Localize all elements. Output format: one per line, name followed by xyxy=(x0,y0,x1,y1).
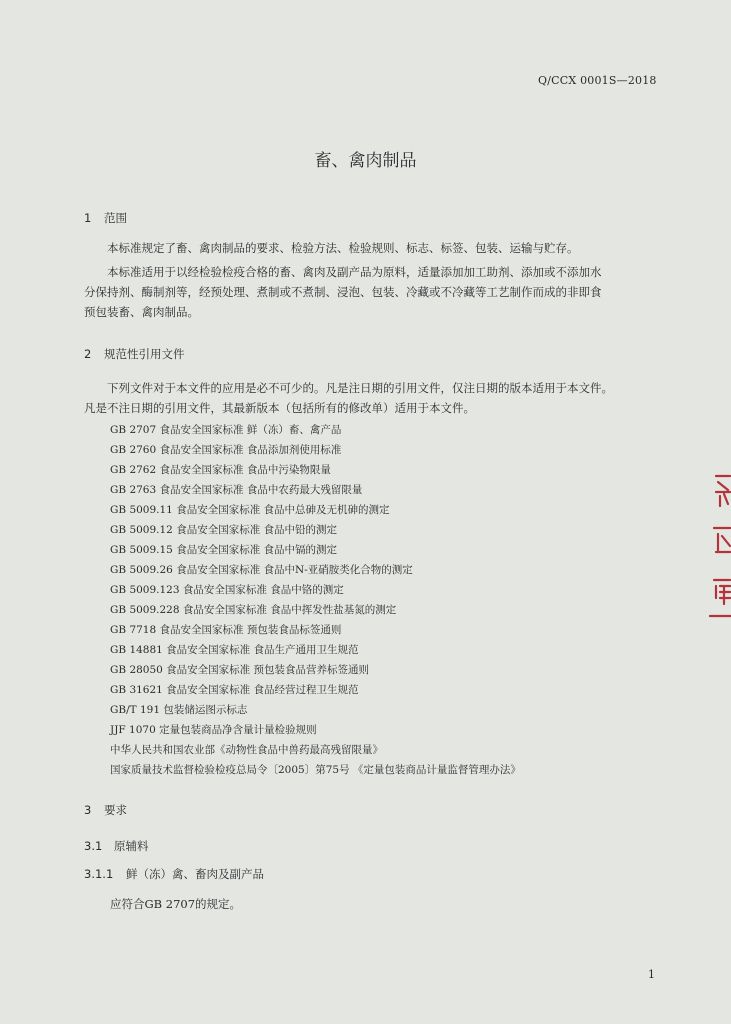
section-3-heading xyxy=(84,802,127,818)
section-title: 要求 xyxy=(104,803,127,817)
reference-item: GB 2760 食品安全国家标准 食品添加剂使用标准 xyxy=(110,444,342,456)
reference-item: GB 2762 食品安全国家标准 食品中污染物限量 xyxy=(110,464,331,476)
section-number: 1 xyxy=(84,211,92,225)
reference-item: GB 5009.12 食品安全国家标准 食品中铅的测定 xyxy=(110,524,338,536)
red-seal-stamp-icon xyxy=(706,470,731,620)
reference-item: GB 7718 食品安全国家标准 预包装食品标签通则 xyxy=(110,624,342,636)
section-2-heading xyxy=(84,346,185,362)
subsection-number: 3.1.1 xyxy=(84,867,114,881)
subsection-title: 原辅料 xyxy=(114,839,149,853)
reference-item: GB 5009.11 食品安全国家标准 食品中总砷及无机砷的测定 xyxy=(110,504,390,516)
reference-item: GB 5009.123 食品安全国家标准 食品中铬的测定 xyxy=(110,584,344,596)
subsection-number: 3.1 xyxy=(84,839,103,853)
reference-item: GB 2763 食品安全国家标准 食品中农药最大残留限量 xyxy=(110,484,363,496)
section-1-paragraph-2-line-2: 分保持剂、酶制剂等，经预处理、煮制或不煮制、浸泡、包装、冷藏或不冷藏等工艺制作而成的非即食 xyxy=(84,285,602,299)
section-2-intro-line-1: 下列文件对于本文件的应用是必不可少的。凡是注日期的引用文件，仅注日期的版本适用于本文件。 xyxy=(107,381,613,395)
reference-item: GB 31621 食品安全国家标准 食品经营过程卫生规范 xyxy=(110,684,359,696)
reference-item: GB 5009.228 食品安全国家标准 食品中挥发性盐基氮的测定 xyxy=(110,604,397,616)
reference-item: GB 2707 食品安全国家标准 鲜（冻）畜、禽产品 xyxy=(110,424,342,436)
reference-item: GB/T 191 包装储运图示标志 xyxy=(110,704,248,716)
document-code: Q/CCX 0001S—2018 xyxy=(538,74,657,87)
reference-item: GB 5009.15 食品安全国家标准 食品中镉的测定 xyxy=(110,544,338,556)
section-1-paragraph-2-line-3: 预包装畜、禽肉制品。 xyxy=(84,305,199,319)
section-1-paragraph-1: 本标准规定了畜、禽肉制品的要求、检验方法、检验规则、标志、标签、包装、运输与贮存。 xyxy=(107,241,579,255)
section-number: 2 xyxy=(84,347,92,361)
reference-item: GB 5009.26 食品安全国家标准 食品中N-亚硝胺类化合物的测定 xyxy=(110,564,413,576)
document-title: 畜、禽肉制品 xyxy=(314,151,417,171)
reference-item: GB 28050 食品安全国家标准 预包装食品营养标签通则 xyxy=(110,664,370,676)
section-title: 范围 xyxy=(104,211,127,225)
reference-item: 中华人民共和国农业部《动物性食品中兽药最高残留限量》 xyxy=(110,744,383,756)
section-number: 3 xyxy=(84,803,92,817)
reference-item: JJF 1070 定量包装商品净含量计量检验规则 xyxy=(110,724,317,736)
subsection-title: 鲜（冻）禽、畜肉及副产品 xyxy=(126,867,264,881)
section-1-paragraph-2-line-1: 本标准适用于以经检验检疫合格的畜、禽肉及副产品为原料，适量添加加工助剂、添加或不添加水 xyxy=(107,265,602,279)
subsection-3-1-heading xyxy=(84,838,149,854)
subsection-3-1-1-heading xyxy=(84,866,264,882)
subsection-3-1-1-text: 应符合GB 2707的规定。 xyxy=(110,897,242,911)
reference-item: GB 14881 食品安全国家标准 食品生产通用卫生规范 xyxy=(110,644,359,656)
section-1-heading xyxy=(84,210,127,226)
section-title: 规范性引用文件 xyxy=(104,347,185,361)
reference-item: 国家质量技术监督检验检疫总局令〔2005〕第75号 《定量包装商品计量监督管理办法》 xyxy=(110,764,521,776)
page-number: 1 xyxy=(648,968,655,981)
section-2-intro-line-2: 凡是不注日期的引用文件，其最新版本（包括所有的修改单）适用于本文件。 xyxy=(84,401,475,415)
